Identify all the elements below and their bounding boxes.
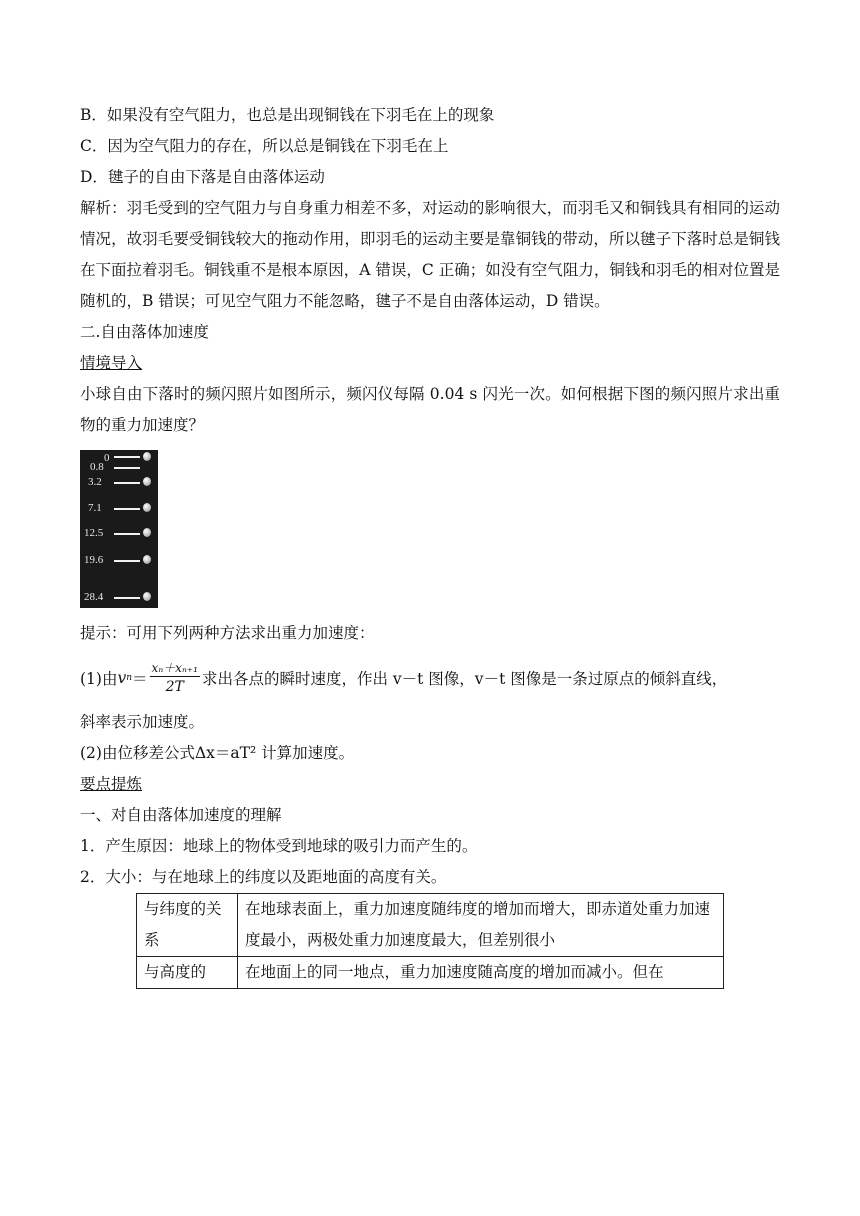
option-d: D．毽子的自由下落是自由落体运动 [80,168,325,186]
keypoint-2: 2．大小：与在地球上的纬度以及距地面的高度有关。 [80,868,447,886]
method-1-prefix: (1)由 [80,670,118,688]
equals-sign: ＝ [132,670,148,688]
section-title: 二.自由落体加速度 [80,323,209,341]
photo-label: 7.1 [88,502,102,514]
method-2: (2)由位移差公式Δx＝aT² 计算加速度。 [80,744,355,762]
photo-bar [114,456,140,458]
photo-ball [143,592,151,601]
photo-mark [80,554,158,566]
gravity-table [136,893,724,989]
table-value: 在地球表面上，重力加速度随纬度的增加而增大，即赤道处重力加速度最小，两极处重力加速度最大，但差别很小 [238,894,724,957]
option-b: B．如果没有空气阻力，也总是出现铜钱在下羽毛在上的现象 [80,106,495,124]
photo-bar [114,560,140,562]
document-page [80,100,780,989]
method-1 [80,649,780,707]
strobe-photo [80,450,158,608]
photo-mark [80,461,158,473]
scenario-heading: 情境导入 [80,354,143,372]
photo-bar [114,467,140,469]
fraction-denominator: 2T [165,678,184,695]
photo-ball [143,477,151,486]
velocity-subscript: n [126,673,133,683]
photo-label: 28.4 [84,591,104,603]
photo-label: 3.2 [88,476,102,488]
photo-bar [114,482,140,484]
table-key: 与高度的 [137,957,238,989]
photo-mark [80,476,158,488]
table-key: 与纬度的关系 [137,894,238,957]
photo-label: 0.8 [90,461,104,473]
keypoints-heading: 要点提炼 [80,775,143,793]
keypoint-title: 一、对自由落体加速度的理解 [80,806,282,824]
photo-ball [143,503,151,512]
table-row [137,957,724,989]
keypoint-1: 1．产生原因：地球上的物体受到地球的吸引力而产生的。 [80,837,478,855]
scenario-text: 小球自由下落时的频闪照片如图所示，频闪仪每隔 0.04 s 闪光一次。如何根据下图的频闪照片求出重物的重力加速度？ [80,385,780,434]
photo-mark [80,591,158,603]
photo-bar [114,533,140,535]
method-1-cont: 斜率表示加速度。 [80,713,205,731]
photo-label: 19.6 [84,554,104,566]
velocity-symbol: v [117,669,127,687]
photo-ball [143,528,151,537]
table-value: 在地面上的同一地点，重力加速度随高度的增加而减小。但在 [238,957,724,989]
photo-mark [80,527,158,539]
analysis-paragraph: 解析：羽毛受到的空气阻力与自身重力相差不多，对运动的影响很大，而羽毛又和铜钱具有相同的运动情况，故羽毛要受铜钱较大的拖动作用，即羽毛的运动主要是靠铜钱的带动，所以毽子下落时总是铜钱在下面拉着羽毛。铜钱重不是根本原因，A 错误，C 正确；如没有空气阻力，铜钱和羽毛的相对位置是随机的，B 错误；可见空气阻力不能忽略，毽子不是自由落体运动，D 错误。 [80,199,780,310]
photo-bar [114,597,140,599]
fraction-numerator: xₙ＋xₙ₊₁ [151,660,198,675]
photo-bar [114,508,140,510]
velocity-fraction [150,660,200,697]
hint-intro: 提示：可用下列两种方法求出重力加速度： [80,624,375,642]
photo-label: 12.5 [84,527,104,539]
option-c: C．因为空气阻力的存在，所以总是铜钱在下羽毛在上 [80,137,449,155]
photo-ball [143,452,151,461]
photo-ball [143,555,151,564]
method-1-suffix: 求出各点的瞬时速度，作出 v－t 图像，v－t 图像是一条过原点的倾斜直线， [201,670,728,688]
photo-label: 0 [104,452,110,464]
photo-mark [80,502,158,514]
table-row [137,894,724,957]
